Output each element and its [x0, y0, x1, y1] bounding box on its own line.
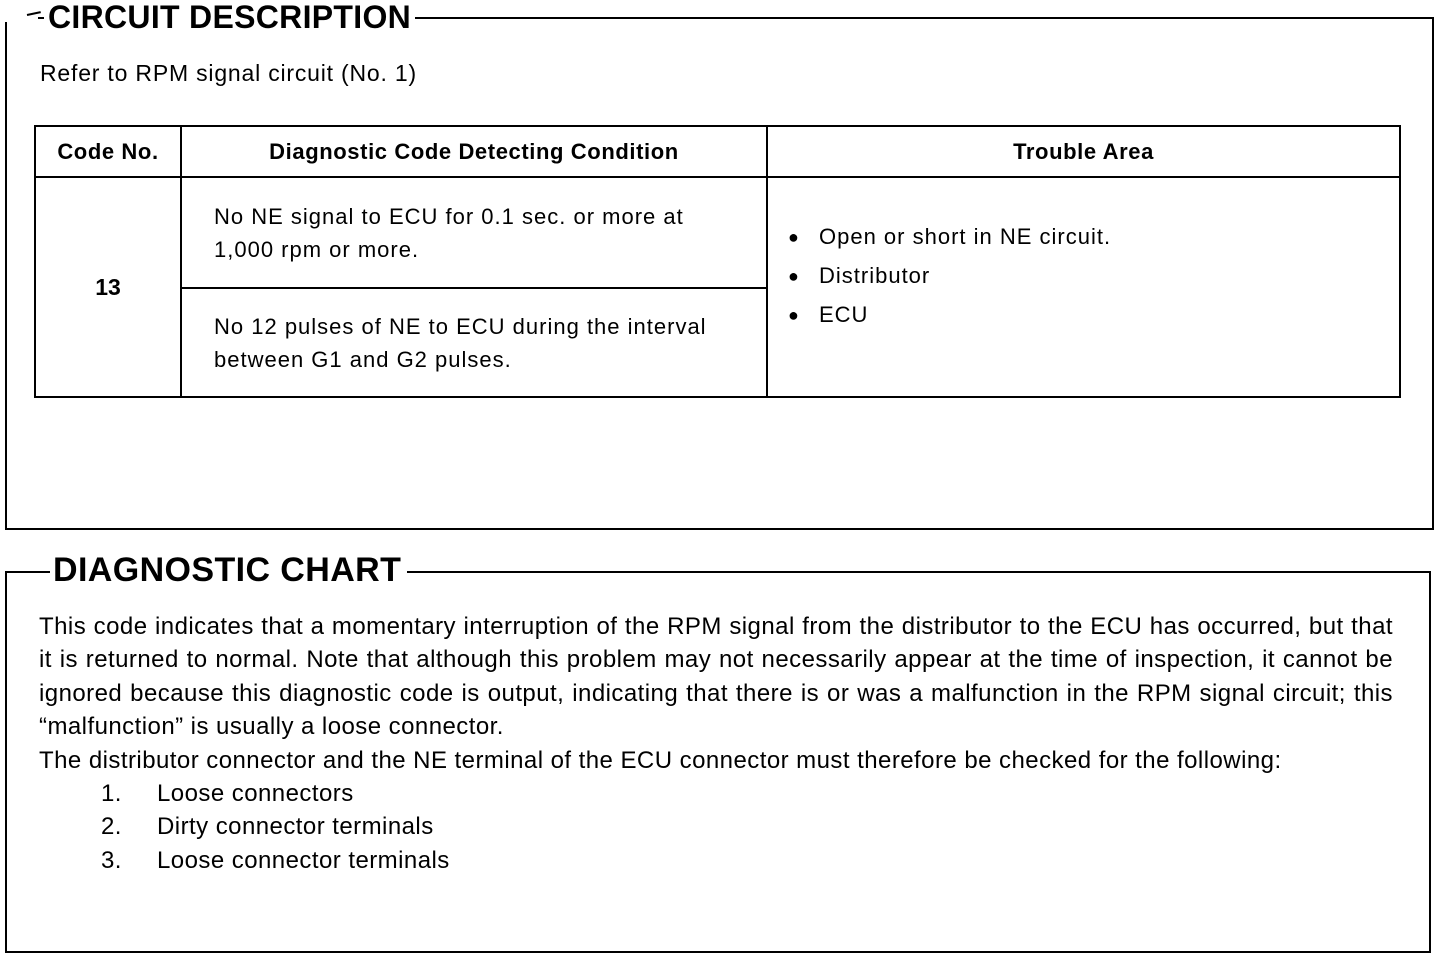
- diagnostic-chart-title: DIAGNOSTIC CHART: [50, 553, 407, 587]
- header-trouble-area: Trouble Area: [767, 126, 1400, 177]
- trouble-area-item: ECU: [819, 302, 869, 327]
- trouble-area-item: Open or short in NE circuit.: [819, 224, 1112, 249]
- step-text: Loose connector terminals: [157, 846, 450, 874]
- code-number-cell: 13: [35, 177, 181, 397]
- header-code-no: Code No.: [35, 126, 181, 177]
- step-number: 1.: [101, 780, 122, 808]
- table-row: [35, 177, 1400, 288]
- bullet-icon: ●: [788, 227, 800, 247]
- trouble-area-cell: [767, 177, 1400, 397]
- step-text: Loose connectors: [157, 780, 354, 808]
- list-item: [39, 777, 1393, 810]
- list-item: [39, 810, 1393, 843]
- header-detecting-condition: Diagnostic Code Detecting Condition: [181, 126, 767, 177]
- frame-corner-mask: [4, 14, 38, 22]
- trouble-area-list: [788, 224, 1399, 341]
- table-header-row: [35, 126, 1400, 177]
- diagnostic-chart-body: [39, 610, 1393, 877]
- list-item: [39, 844, 1393, 877]
- condition-cell-2: No 12 pulses of NE to ECU during the interval between G1 and G2 pulses.: [181, 288, 767, 397]
- step-number: 3.: [101, 846, 122, 874]
- list-item: [788, 263, 1399, 302]
- diagnostic-code-table: [34, 125, 1401, 398]
- check-steps-list: [39, 777, 1393, 877]
- diagnostic-paragraph-2: The distributor connector and the NE terminal of the ECU connector must therefore be checked for the following:: [39, 746, 1282, 774]
- bullet-icon: ●: [788, 266, 800, 286]
- bullet-icon: ●: [788, 305, 800, 325]
- step-number: 2.: [101, 813, 122, 841]
- list-item: [788, 224, 1399, 263]
- refer-text: Refer to RPM signal circuit (No. 1): [40, 60, 417, 86]
- condition-cell-1: No NE signal to ECU for 0.1 sec. or more at 1,000 rpm or more.: [181, 177, 767, 288]
- list-item: [788, 302, 1399, 341]
- trouble-area-item: Distributor: [819, 263, 931, 288]
- diagnostic-paragraph-1: This code indicates that a momentary interruption of the RPM signal from the distributor to the ECU has occurred, but that it is returned to normal. Note that although this problem may not necessarily appear at the time of inspection, it cannot be ignored because this diagnostic code is output, indicating that there is or was a malfunction in the RPM signal circuit; this “malfunction” is usually a loose connector.: [39, 613, 1393, 741]
- circuit-description-title: CIRCUIT DESCRIPTION: [44, 1, 415, 33]
- step-text: Dirty connector terminals: [157, 813, 434, 841]
